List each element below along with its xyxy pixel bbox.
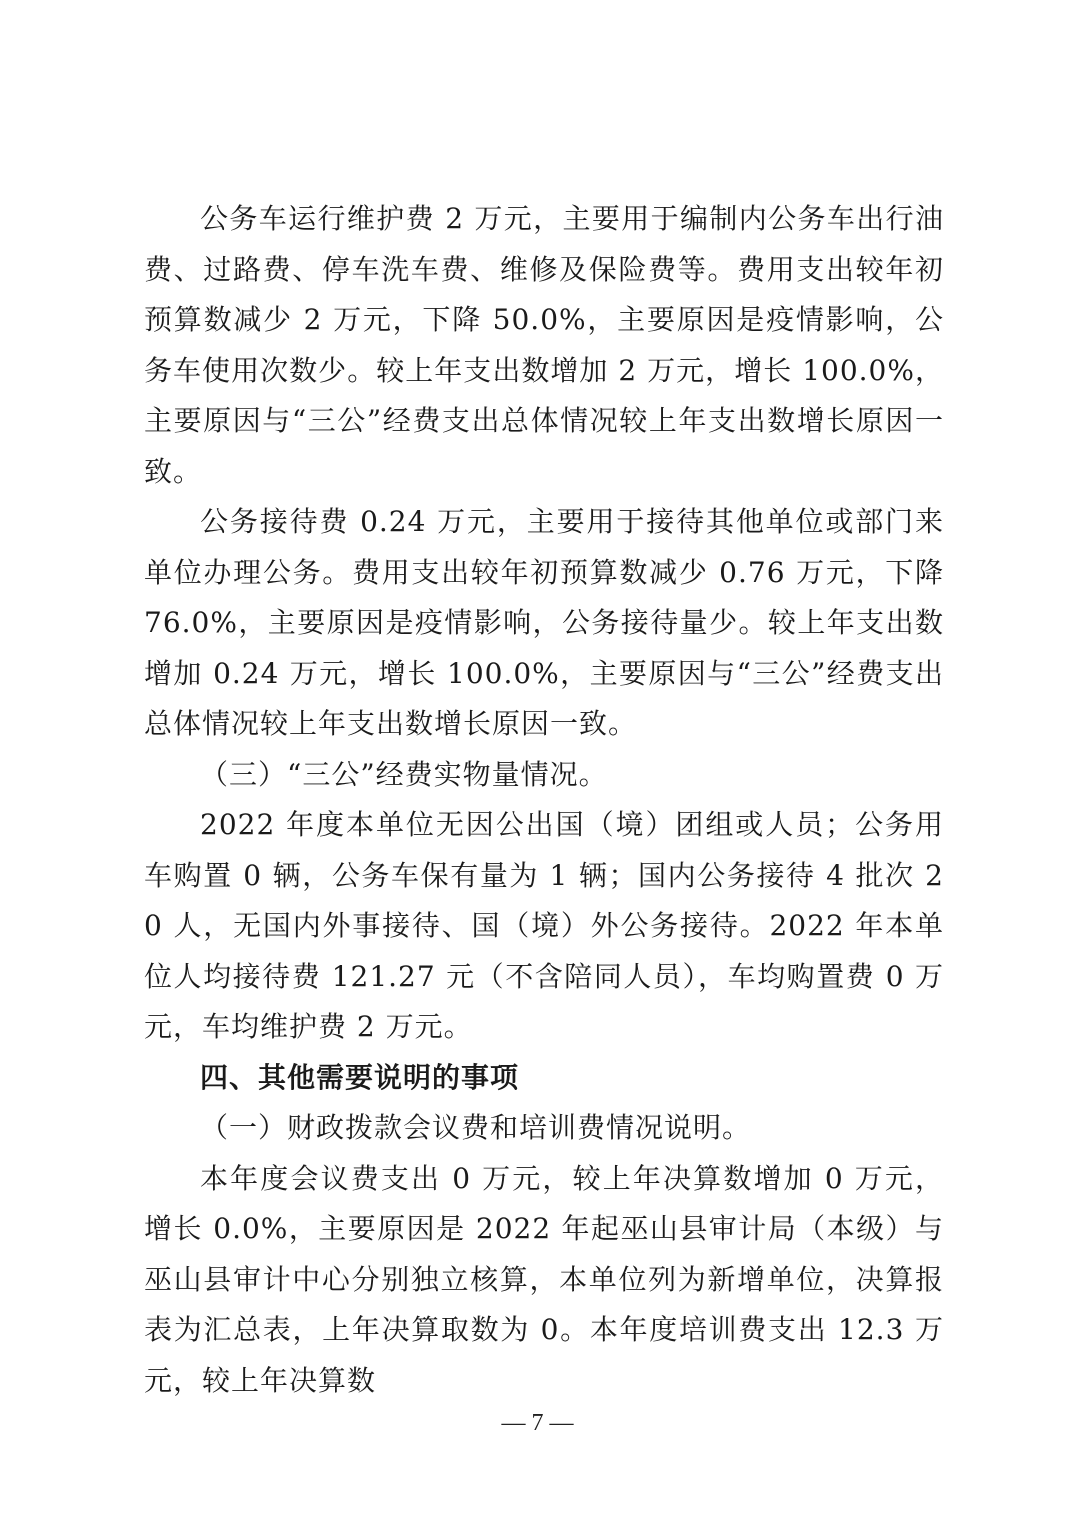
page-number: — 7 — xyxy=(501,1410,574,1436)
paragraph-meeting-training: 本年度会议费支出 0 万元，较上年决算数增加 0 万元，增长 0.0%，主要原因是 2022 年起巫山县审计局（本级）与巫山县审计中心分别独立核算，本单位列为新增单位，决算报表为汇总表，上年决算取数为 0。本年度培训费支出 12.3 万元，较上年决算数 xyxy=(144,1161,944,1397)
section-heading-physical-quantity: （三）“三公”经费实物量情况。 xyxy=(200,757,608,791)
paragraph-official-reception: 公务接待费 0.24 万元，主要用于接待其他单位或部门来单位办理公务。费用支出较年初预算数减少 0.76 万元，下降 76.0%，主要原因是疫情影响，公务接待量少。较上年支出数增加 0.24 万元，增长 100.0%，主要原因与“三公”经费支出总体情况较上年支出数增长原因一致。 xyxy=(144,505,944,740)
paragraph-vehicle-maintenance: 公务车运行维护费 2 万元，主要用于编制内公务车出行油费、过路费、停车洗车费、维修及保险费等。费用支出较年初预算数减少 2 万元，下降 50.0%，主要原因是疫情影响，公务车使用次数少。较上年支出数增加 2 万元，增长 100.0%，主要原因与“三公”经费支出总体情况较上年支出数增长原因一致。 xyxy=(144,202,944,488)
section-heading-other-matters: 四、其他需要说明的事项 xyxy=(200,1060,520,1094)
section-heading-meeting-training: （一）财政拨款会议费和培训费情况说明。 xyxy=(200,1111,752,1144)
document-body xyxy=(144,194,944,1406)
paragraph-physical-quantity: 2022 年度本单位无因公出国（境）团组或人员；公务用车购置 0 辆，公务车保有量为 1 辆；国内公务接待 4 批次 20 人，无国内外事接待、国（境）外公务接待。2022 年本单位人均接待费 121.27 元（不含陪同人员），车均购置费 0 万元，车均维护费 2 万元。 xyxy=(144,808,944,1043)
